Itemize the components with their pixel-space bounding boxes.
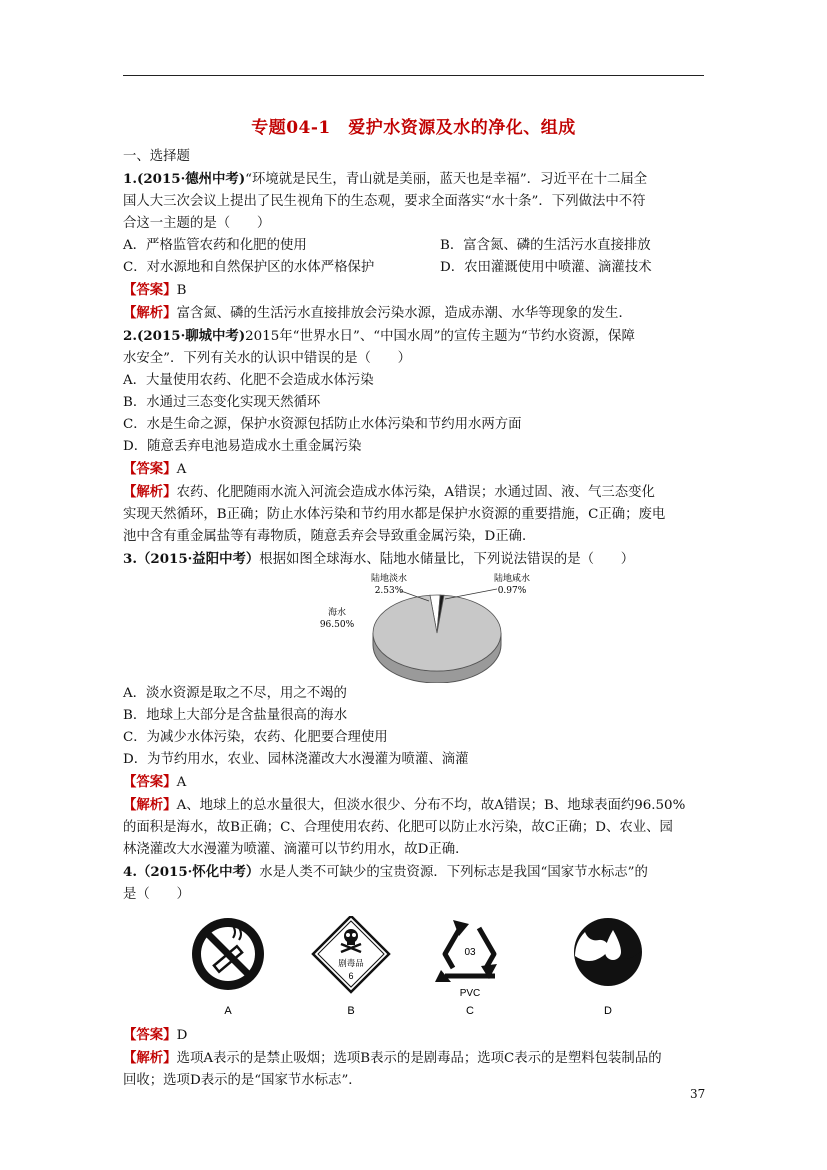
option-d: D．为节约用水，农业、园林浇灌改大水漫灌为喷灌、滴灌: [123, 752, 469, 767]
sign-c-text: PVC: [459, 988, 481, 999]
option-c: C．对水源地和自然保护区的水体严格保护: [123, 260, 375, 275]
question-stem: 水是人类不可缺少的宝贵资源．下列标志是我国“国家节水标志”的: [259, 865, 648, 880]
option-a: A．大量使用农药、化肥不会造成水体污染: [123, 373, 374, 388]
option-c: C．水是生命之源，保护水资源包括防止水体污染和节约用水两方面: [123, 417, 522, 432]
question-3: [123, 548, 706, 861]
analysis-tag: 【解析】: [123, 1050, 177, 1066]
answer-value: A: [176, 775, 187, 790]
option-b: B．地球上大部分是含盐量很高的海水: [123, 708, 348, 723]
sign-b-text: 剧毒品: [338, 959, 364, 969]
question-stem: 根据如图全球海水、陆地水储量比，下列说法错误的是（ ）: [259, 552, 635, 567]
question-number: 4.: [123, 864, 137, 880]
water-pie-chart: [123, 571, 706, 683]
pie-value-sea: 96.50%: [319, 620, 355, 630]
question-stem: 合这一主题的是（ ）: [123, 216, 271, 231]
answer-value: B: [176, 283, 187, 298]
answer-value: D: [176, 1028, 188, 1043]
option-d: D．随意丢弃电池易造成水土重金属污染: [123, 439, 362, 454]
question-stem: 国人大三次会议上提出了民生视角下的生态观，要求全面落实“水十条”．下列做法中不符: [123, 194, 646, 209]
question-1: [123, 168, 706, 325]
analysis-text: 选项A表示的是禁止吸烟；选项B表示的是剧毒品；选项C表示的是塑料包装制品的: [176, 1051, 662, 1066]
question-number: 1.: [123, 171, 137, 187]
sign-options: [123, 906, 706, 1024]
option-a: A．淡水资源是取之不尽，用之不竭的: [123, 686, 347, 701]
answer-tag: 【答案】: [123, 461, 177, 477]
option-c: C．为减少水体污染，农药、化肥要合理使用: [123, 730, 388, 745]
answer-tag: 【答案】: [123, 774, 177, 790]
question-stem: 2015年“世界水日”、“中国水周”的宣传主题为“节约水资源，保障: [245, 329, 635, 344]
pie-leader-saline: [445, 589, 497, 599]
sign-b-number: 6: [348, 971, 354, 981]
answer-value: A: [176, 462, 187, 477]
pie-label-freshwater: 陆地淡水: [370, 574, 408, 584]
answer-tag: 【答案】: [123, 282, 177, 298]
question-stem: “环境就是民生，青山就是美丽，蓝天也是幸福”．习近平在十二届全: [245, 172, 648, 187]
sign-c-code: 03: [464, 947, 476, 958]
analysis-text: 林浇灌改大水漫灌为喷灌、滴灌可以节约用水，故D正确．: [123, 842, 469, 857]
analysis-tag: 【解析】: [123, 797, 177, 813]
question-stem: 水安全”．下列有关水的认识中错误的是（ ）: [123, 351, 412, 366]
section-heading: 一、选择题: [123, 149, 190, 164]
analysis-text: 农药、化肥随雨水流入河流会造成水体污染，A错误；水通过固、液、气三态变化: [176, 485, 655, 500]
analysis-text: 富含氮、磷的生活污水直接排放会污染水源，造成赤潮、水华等现象的发生．: [176, 306, 632, 321]
question-stem: 是（ ）: [123, 887, 190, 902]
sign-label-c: C: [466, 1005, 474, 1017]
pie-value-freshwater: 2.53%: [374, 586, 404, 596]
question-source: (2015·德州中考): [136, 171, 246, 187]
question-source: （2015·怀化中考）: [136, 864, 260, 880]
analysis-tag: 【解析】: [123, 484, 177, 500]
pie-chart-svg: [317, 571, 547, 683]
question-source: (2015·聊城中考): [136, 328, 246, 344]
no-smoking-icon: [192, 918, 264, 990]
answer-tag: 【答案】: [123, 1027, 177, 1043]
header-rule: [123, 75, 704, 76]
question-number: 3.: [123, 551, 137, 567]
pie-value-saline: 0.97%: [497, 586, 527, 596]
pie-label-saline: 陆地咸水: [493, 574, 531, 584]
page-title: 专题04-1 爱护水资源及水的净化、组成: [251, 118, 576, 138]
option-b: B．富含氮、磷的生活污水直接排放: [440, 238, 651, 253]
pie-label-sea: 海水: [327, 608, 347, 618]
analysis-text: 池中含有重金属盐等有毒物质，随意丢弃会导致重金属污染，D正确．: [123, 529, 536, 544]
option-a: A．严格监管农药和化肥的使用: [123, 238, 307, 253]
analysis-text: 的面积是海水，故B正确；C、合理使用农药、化肥可以防止水污染，故C正确；D、农业、园: [123, 820, 673, 835]
document-body: [123, 146, 706, 1092]
page-number: 37: [690, 1087, 706, 1101]
sign-label-d: D: [604, 1005, 612, 1017]
question-number: 2.: [123, 328, 137, 344]
question-2: [123, 325, 706, 548]
sign-label-b: B: [347, 1005, 355, 1017]
analysis-tag: 【解析】: [123, 305, 177, 321]
option-b: B．水通过三态变化实现天然循环: [123, 395, 321, 410]
analysis-text: 回收；选项D表示的是“国家节水标志”．: [123, 1073, 362, 1088]
signs-svg: [183, 916, 653, 1021]
question-source: （2015·益阳中考）: [136, 551, 260, 567]
question-4: [123, 861, 706, 1092]
analysis-text: A、地球上的总水量很大，但淡水很少、分布不均，故A错误；B、地球表面约96.50%: [176, 798, 686, 813]
option-d: D．农田灌溉使用中喷灌、滴灌技术: [440, 260, 652, 275]
analysis-text: 实现天然循环，B正确；防止水体污染和节约用水都是保护水资源的重要措施，C正确；废电: [123, 507, 666, 522]
water-saving-icon: [574, 918, 642, 986]
sign-label-a: A: [224, 1005, 232, 1017]
